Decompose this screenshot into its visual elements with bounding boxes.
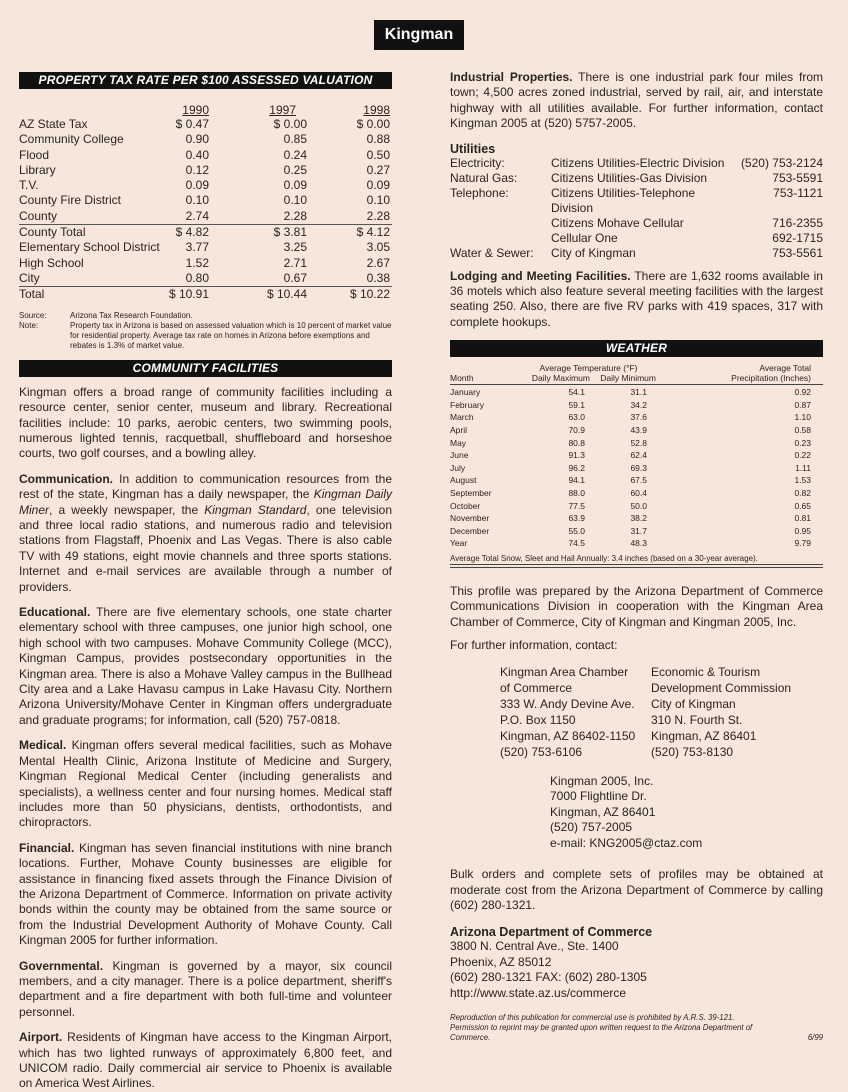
weather-cell: 67.5 [630,475,647,486]
utility-cell [450,231,551,246]
weather-row [450,437,823,450]
tax-cell: High School [19,255,84,270]
profile-further: For further information, contact: [450,638,618,653]
tax-cell: Library [19,162,56,177]
tax-year-header [19,103,392,117]
community-heading: COMMUNITY FACILITIES [19,360,392,377]
tax-cell: 0.12 [185,162,209,177]
airport-text: Residents of Kingman have access to the Kingman Airport, which has two lighted runways of approximately 6,800 feet, and UNICOM radio. Daily commercial air service to Phoenix is available on America West Airlines. [19,1030,392,1091]
utilities-table [450,156,823,261]
utility-cell: City of Kingman [551,245,636,260]
utility-cell: Citizens Utilities-Gas Division [551,170,708,185]
weather-row [450,449,823,462]
weather-row [450,386,823,399]
tax-cell: $ 4.82 [175,225,209,240]
address-line: Economic & Tourism [651,664,761,679]
lodging-paragraph [450,269,823,331]
financial-title: Financial. [19,840,75,855]
utility-row [450,231,823,246]
weather-cell: 1.10 [794,412,811,423]
tax-cell: 0.90 [185,132,209,147]
weather-cell: Year [450,538,468,549]
governmental-text: Kingman is governed by a mayor, six council members, and a city manager. There is a police department, sheriff's department and a fire department with both full-time and volunteer personnel. [19,958,392,1019]
contact-chamber [500,664,651,760]
weather-cell: 1.11 [795,462,811,473]
address-line: Kingman, AZ 86401 [651,728,757,743]
tax-cell: 0.67 [283,270,307,285]
weather-cell: 9.79 [794,538,811,549]
utility-cell: 753-5561 [772,245,823,260]
utility-row [450,171,823,186]
utility-row [450,186,823,216]
weather-cell: September [450,488,492,498]
tax-row [19,132,392,147]
note-text: Property tax in Arizona is based on assessed valuation which is 10 percent of market value for residential property. Average tax rate on homes in Arizona before exemptions and rebates is 1.3% of market value. [70,320,392,351]
governmental-paragraph [19,959,392,1021]
communication-paragraph [19,472,392,595]
weather-table [450,386,823,550]
address-line: Development Commission [651,680,792,695]
weather-header-row-1 [450,363,823,373]
airport-paragraph [19,1030,392,1092]
weather-cell: 0.23 [794,437,811,448]
address-line: 7000 Flightline Dr. [550,789,647,804]
address-line: P.O. Box 1150 [500,712,576,727]
communication-text-3: , one television and three local radio stations, and numerous radio and television stations from Flagstaff, Phoenix and Las Vegas. There is also cable TV with 49 stations, eight movie channels and three sports stations. Internet and e-mail services are available through a number of providers. [19,502,392,594]
weather-row [450,487,823,500]
weather-cell: 50.0 [630,500,647,511]
tax-cell: 2.74 [185,208,209,223]
weather-cell: January [450,387,481,398]
weather-row [450,500,823,513]
governmental-title: Governmental. [19,958,104,973]
newspaper-weekly: Kingman Standard [204,502,307,517]
weather-cell: 0.65 [794,500,811,511]
tax-cell: 0.10 [283,193,307,208]
educational-paragraph [19,605,392,728]
utility-cell: Cellular One [551,230,618,245]
weather-cell: 69.3 [630,462,647,473]
tax-row [19,287,392,302]
weather-cell: February [450,399,485,410]
contact-city [651,664,791,760]
utility-row [450,216,823,231]
weather-cell: 80.8 [568,437,585,448]
lodging-text: There are 1,632 rooms available in 36 motels which also feature several meeting facilities with the largest seating 250. Also, there are five RV parks with 419 spaces, 317 with complete hookups. [450,268,823,329]
address-line: Kingman, AZ 86402-1150 [500,728,636,743]
weather-row [450,424,823,437]
educational-title: Educational. [19,605,91,620]
communication-text-2: , a weekly newspaper, the [49,502,205,517]
tax-cell: $ 0.47 [175,117,209,131]
tax-cell: County Total [19,225,86,240]
address-line: (520) 753-6106 [500,744,583,759]
utility-cell: Water & Sewer: [450,245,534,260]
tax-table [19,117,392,303]
weather-cell: 52.8 [630,437,647,448]
weather-cell: 0.81 [794,513,811,524]
medical-text: Kingman offers several medical facilities, such as Mohave Mental Health Clinic, Arizona Institute of Medicine and Surgery, Kingman Regional Medical Center (including generalists and specialists), a wellness center and four nursing homes. Medical staff includes more than 50 physicians, dentists, orthodontists, and chiropractors. [19,738,392,830]
tax-cell: 0.25 [283,162,307,177]
tax-notes [19,311,392,352]
tax-cell: $ 10.44 [266,287,307,302]
weather-cell: July [450,462,466,473]
tax-cell: 0.50 [366,147,390,162]
weather-footnote: Average Total Snow, Sleet and Hail Annually: 3.4 inches (based on a 30-year average). [450,554,823,565]
industrial-text: There is one industrial park four miles from town; 4,500 acres zoned industrial, served by rail, air, and interstate highway with all utilities available. For further information, contact Kingman 2005 at (520) 5757-2005. [450,70,823,131]
left-column [19,72,392,1092]
tax-cell: 0.88 [366,132,390,147]
weather-cell: 0.22 [794,450,811,461]
weather-cell: 1.53 [794,475,811,486]
contacts-block [500,664,823,760]
utility-cell: 753-1121 [773,185,823,200]
weather-cell: 37.6 [630,412,647,423]
tax-cell: $ 10.91 [168,287,209,302]
weather-precip-header-2: Precipitation (Inches) [731,373,811,384]
tax-cell: $ 0.00 [356,117,390,131]
weather-row [450,462,823,475]
address-line: 310 N. Fourth St. [651,712,743,727]
tax-row [19,256,392,271]
profile-prepared: This profile was prepared by the Arizona Department of Commerce Communications Division in cooperation with the Kingman Area Chamber of Commerce, City of Kingman and Kingman 2005, Inc. [450,583,823,629]
tax-cell: 0.40 [185,147,209,162]
utility-row [450,246,823,261]
weather-max-header: Daily Maximum [531,373,590,384]
adoc-title: Arizona Department of Commerce [450,925,653,940]
weather-row [450,525,823,538]
tax-row [19,271,392,287]
utility-cell: Citizens Utilities-Electric Division [551,155,725,170]
tax-cell: 0.10 [366,193,390,208]
industrial-title: Industrial Properties. [450,70,573,84]
utility-cell: 716-2355 [772,215,823,230]
weather-cell: 59.1 [568,399,585,410]
utility-cell: Citizens Mohave Cellular [551,215,684,230]
tax-cell: County Fire District [19,193,122,208]
weather-cell: November [450,513,490,524]
financial-text: Kingman has seven financial institutions with nine branch locations. Further, Mohave County businesses are eligible for assistance in financing fixed assets through the Finance Division of the Arizona Department of Commerce. Information on private activity bonds within the county may be obtained from the same source or from the Industrial Development Authority of Mohave County. Call Kingman 2005 for further information. [19,840,392,948]
tax-cell: $ 4.12 [356,225,390,240]
weather-header-row-2 [450,373,823,383]
tax-cell: 3.05 [366,240,390,255]
year-1997: 1997 [269,103,296,117]
tax-cell: 0.09 [283,178,307,193]
tax-cell: 0.80 [185,270,209,285]
weather-heading: WEATHER [450,340,823,357]
communication-text-1: In addition to communication resources from the rest of the state, Kingman has a daily newspaper, the [19,471,392,502]
tax-cell: 0.85 [283,132,307,147]
tax-row [19,117,392,132]
weather-cell: 63.0 [568,412,585,423]
tax-row [19,178,392,193]
address-line: Phoenix, AZ 85012 [450,954,552,969]
educational-text: There are five elementary schools, one state charter elementary school with three campuses, one junior high school, one high school with two campuses. Mohave Community College (MCC), Kingman Campus, provides postsecondary opportunities in the Kingman area. There is also a Mohave Valley campus in the Bullhead City area and a Lake Havasu campus in Lake Havasu City. Northern Arizona University/Mohave Center in Kingman offers undergraduate and graduate programs; for information, call (520) 757-0818. [19,605,392,727]
weather-row [450,537,823,550]
medical-paragraph [19,738,392,830]
contact-kingman-2005 [550,774,823,852]
source-label: Source: [19,310,47,320]
page-title: Kingman [374,20,464,50]
fine-line-3: Commerce. [450,1033,491,1043]
year-1990: 1990 [182,103,209,117]
weather-row [450,411,823,424]
tax-cell: 0.10 [185,193,209,208]
fine-line-2: Permission to reprint may be granted upon written request to the Arizona Department of [450,1023,753,1033]
utility-cell: Citizens Utilities-Telephone Division [551,185,696,215]
bulk-orders: Bulk orders and complete sets of profiles may be obtained at moderate cost from the Arizona Department of Commerce by calling (602) 280-1321. [450,867,823,912]
weather-cell: 54.1 [568,387,585,398]
weather-cell: 43.9 [630,425,647,436]
medical-title: Medical. [19,738,67,753]
weather-row [450,512,823,525]
tax-cell: T.V. [19,178,39,193]
utility-cell: Natural Gas: [450,170,518,185]
tax-cell: 0.09 [366,178,390,193]
source-text: Arizona Tax Research Foundation. [70,310,193,320]
address-line: http://www.state.az.us/commerce [450,985,627,1000]
weather-cell: 0.58 [794,425,811,436]
address-line: 333 W. Andy Devine Ave. [500,696,635,711]
weather-cell: 74.5 [568,538,585,549]
tax-row [19,240,392,255]
tax-cell: Community College [19,132,124,147]
tax-row [19,225,392,240]
tax-cell: 2.71 [283,255,307,270]
tax-cell: Flood [19,147,50,162]
weather-cell: 0.95 [794,525,811,536]
weather-cell: April [450,425,468,436]
right-column [450,70,823,1043]
utility-row [450,156,823,171]
weather-cell: 55.0 [568,525,585,536]
tax-cell: City [19,270,40,285]
weather-precip-header-1: Average Total [759,363,811,374]
address-line: Kingman, AZ 86401 [550,804,656,819]
address-line: City of Kingman [651,696,736,711]
tax-cell: $ 0.00 [273,117,307,131]
address-line: (602) 280-1321 FAX: (602) 280-1305 [450,970,647,985]
tax-cell: County [19,208,58,223]
communication-title: Communication. [19,471,114,486]
tax-row [19,148,392,163]
address-line: e-mail: KNG2005@ctaz.com [550,835,703,850]
weather-cell: October [450,500,481,511]
weather-cell: 34.2 [630,399,647,410]
weather-cell: 62.4 [630,450,647,461]
weather-cell: 0.87 [794,399,811,410]
airport-title: Airport. [19,1030,63,1045]
address-line: (520) 753-8130 [651,744,734,759]
utility-cell [450,216,551,231]
weather-cell: August [450,475,477,486]
address-line: (520) 757-2005 [550,820,633,835]
address-line: Kingman 2005, Inc. [550,773,654,788]
address-line: Kingman Area Chamber [500,664,629,679]
reproduction-notice [450,1013,823,1043]
weather-cell: 77.5 [568,500,585,511]
note-label: Note: [19,320,39,330]
tax-cell: 0.24 [283,147,307,162]
tax-cell: AZ State Tax [19,117,88,131]
tax-cell: 2.28 [283,208,307,223]
weather-row [450,474,823,487]
year-1998: 1998 [363,103,390,117]
tax-row [19,193,392,208]
weather-cell: 60.4 [630,488,647,498]
weather-cell: 0.82 [794,488,811,498]
tax-row [19,163,392,178]
utility-cell: Electricity: [450,155,505,170]
tax-cell: $ 10.22 [349,287,390,302]
newspaper-daily: Kingman Daily Miner [19,487,392,517]
weather-cell: 0.92 [794,387,811,398]
address-line: of Commerce [500,680,573,695]
weather-cell: 94.1 [568,475,585,486]
utilities-title: Utilities [450,141,496,156]
tax-heading: PROPERTY TAX RATE PER $100 ASSESSED VALUATION [19,72,392,89]
financial-paragraph [19,841,392,949]
tax-cell: 1.52 [185,255,209,270]
tax-cell: Elementary School District [19,240,160,255]
tax-cell: 2.67 [366,255,390,270]
weather-cell: 96.2 [568,462,585,473]
tax-cell: $ 3.81 [273,225,307,240]
utility-cell: 753-5591 [772,170,823,185]
weather-cell: 91.3 [568,450,585,461]
weather-cell: 88.0 [568,488,585,498]
weather-cell: December [450,525,490,536]
tax-cell: Total [19,287,45,302]
address-line: 3800 N. Central Ave., Ste. 1400 [450,939,619,954]
weather-cell: 70.9 [568,425,585,436]
weather-cell: May [450,437,467,448]
weather-month-header: Month [450,373,474,384]
utility-cell: Telephone: [450,185,509,200]
tax-cell: 0.27 [366,162,390,177]
weather-cell: 31.1 [630,387,647,398]
community-intro: Kingman offers a broad range of community facilities including a resource center, senior center, museum and library. Recreational facilities include: 10 parks, aerobic centers, two swimming pools, numerous lighted tennis, racquetball, shuffleboard and horseshoe courts, two golf courses, and a bowling alley. [19,384,392,461]
weather-cell: 63.9 [568,513,585,524]
weather-cell: March [450,412,474,423]
weather-cell: 38.2 [630,513,647,524]
weather-temp-header: Average Temperature (°F) [539,363,638,374]
weather-min-header: Daily Minimum [600,373,656,384]
publication-date: 6/99 [807,1033,823,1043]
lodging-title: Lodging and Meeting Facilities. [450,268,631,283]
weather-row [450,399,823,412]
utility-cell: 692-1715 [772,230,823,245]
fine-line-1: Reproduction of this publication for commercial use is prohibited by A.R.S. 39-121. [450,1013,735,1023]
tax-cell: 0.09 [185,178,209,193]
weather-cell: 31.7 [630,525,647,536]
weather-cell: 48.3 [630,538,647,549]
tax-row [19,209,392,225]
tax-cell: 0.38 [366,270,390,285]
adoc-address [450,939,823,1001]
tax-cell: 3.25 [283,240,307,255]
utility-cell: (520) 753-2124 [740,155,823,170]
tax-cell: 2.28 [366,208,390,223]
weather-cell: June [450,450,469,461]
tax-cell: 3.77 [185,240,209,255]
industrial-paragraph [450,70,823,132]
